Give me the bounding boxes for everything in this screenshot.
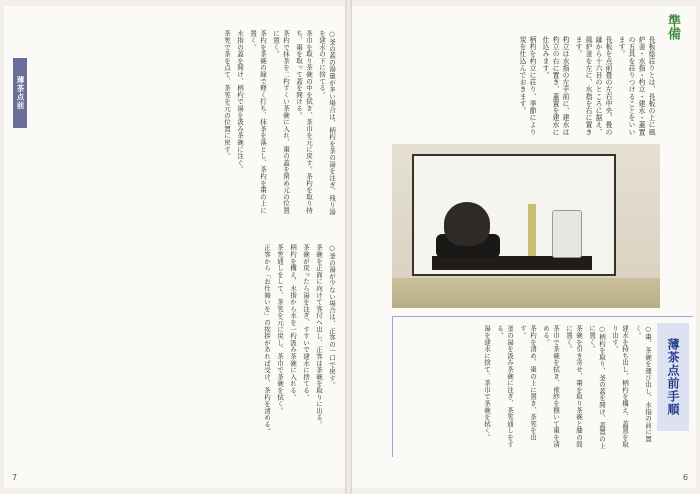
right-page	[352, 6, 696, 488]
paragraph: 茶巾を取り茶碗の中を拭き、茶巾を元に戻す。茶杓を取り持ち、棗を取って蓋を開ける。	[295, 30, 313, 214]
preparation-text	[446, 36, 656, 140]
running-head: 薄茶点前	[13, 58, 27, 128]
paragraph: 茶杓を清め、棗の上に置き、茶筅を出す。	[519, 325, 537, 441]
tea-setup-photo	[392, 144, 660, 308]
paragraph: 茶筅通しをして、茶筅を元に戻し、茶巾で茶碗を拭く。	[276, 244, 284, 414]
procedure-section	[392, 316, 693, 457]
paragraph: ○釜の蓋の湯量が多い場合は、柄杓を茶の湯を注ぎ、残り湯を建水の下に捨てる。	[318, 30, 336, 216]
paragraph: 建水を持ち出し、柄杓を構え、蓋置を取り出す。	[611, 325, 629, 448]
paragraph: 茶筅で茶を点て、茶筅を元の位置に戻す。	[223, 30, 231, 160]
paragraph: 茶巾で茶碗を拭き、袱紗を捌いて棗を清める。	[542, 325, 560, 448]
paragraph: 湯を建水に捨て、茶巾で茶碗を拭く。	[483, 325, 491, 441]
kettle	[444, 202, 490, 246]
paragraph: 茶碗を正面に向けて客付へ出し、正客は茶碗を取りに出る。	[315, 244, 323, 428]
section-title-preparation: 準備	[665, 14, 680, 40]
paragraph: 柄杓を杓立に荘り、季節により炭を仕込んでおきます。	[518, 36, 536, 136]
paragraph: 茶碗が戻ったら湯を注ぎ、すすいで建水に捨てる。	[302, 244, 310, 401]
paragraph: 柄杓を構え、水指から水を一杓汲み茶碗に入れる。	[289, 244, 297, 401]
left-upper-column	[37, 30, 337, 220]
paragraph: 長板を点前畳の左右中央、畳の縁から十六目のところに据え、風炉釜を左に、水指を右に置きます。	[574, 36, 612, 136]
section-title-procedure: 薄茶点前手順	[657, 323, 689, 431]
paragraph: 長板総荘りとは、長板の上に風炉釜・水指・杓立・建水・蓋置の五具を荘りつけることをいいます。	[617, 36, 655, 136]
paragraph: 杓立は水指の左手前に、建水は杓立の右に置き、蓋置を建水に仕込みます。	[541, 36, 569, 136]
book-gutter	[345, 0, 352, 494]
paragraph: 釜の湯を汲み茶碗に注ぎ、茶筅通しをする。	[496, 325, 514, 448]
paragraph: 正客から「お仕舞いを」の挨拶があれば受け、茶杓を清める。	[263, 244, 271, 435]
water-jar	[552, 210, 582, 258]
paragraph: ○釜の湯が少ない場合は、正客の一口で戻す。	[328, 244, 336, 389]
tatami-floor	[392, 278, 660, 308]
left-page	[4, 6, 345, 488]
procedure-text	[403, 325, 653, 453]
paragraph: 水指の蓋を開け、柄杓で湯を汲み茶碗に注ぐ。	[236, 30, 244, 173]
paragraph: 茶杓で抹茶を二杓すくい茶碗に入れ、棗の蓋を閉め元の位置に置く。	[272, 30, 290, 214]
ladle-stand	[528, 204, 536, 256]
paragraph: ○棗、茶碗を運び出し、水指の前に置く。	[634, 325, 652, 443]
left-lower-column	[37, 244, 337, 446]
paragraph: 茶杓を茶碗の縁で軽く打ち、抹茶を落とし、茶杓を棗の上に置く。	[249, 30, 267, 214]
page-number-left: 7	[12, 473, 18, 482]
paragraph: ○柄杓を取り、釜の蓋を開け、蓋置の上に置く。	[588, 325, 606, 449]
paragraph: 茶碗を引き寄せ、棗を取り茶碗と膝の間に置く。	[565, 325, 583, 448]
page-number-right: 6	[682, 473, 688, 482]
long-board	[432, 256, 592, 270]
